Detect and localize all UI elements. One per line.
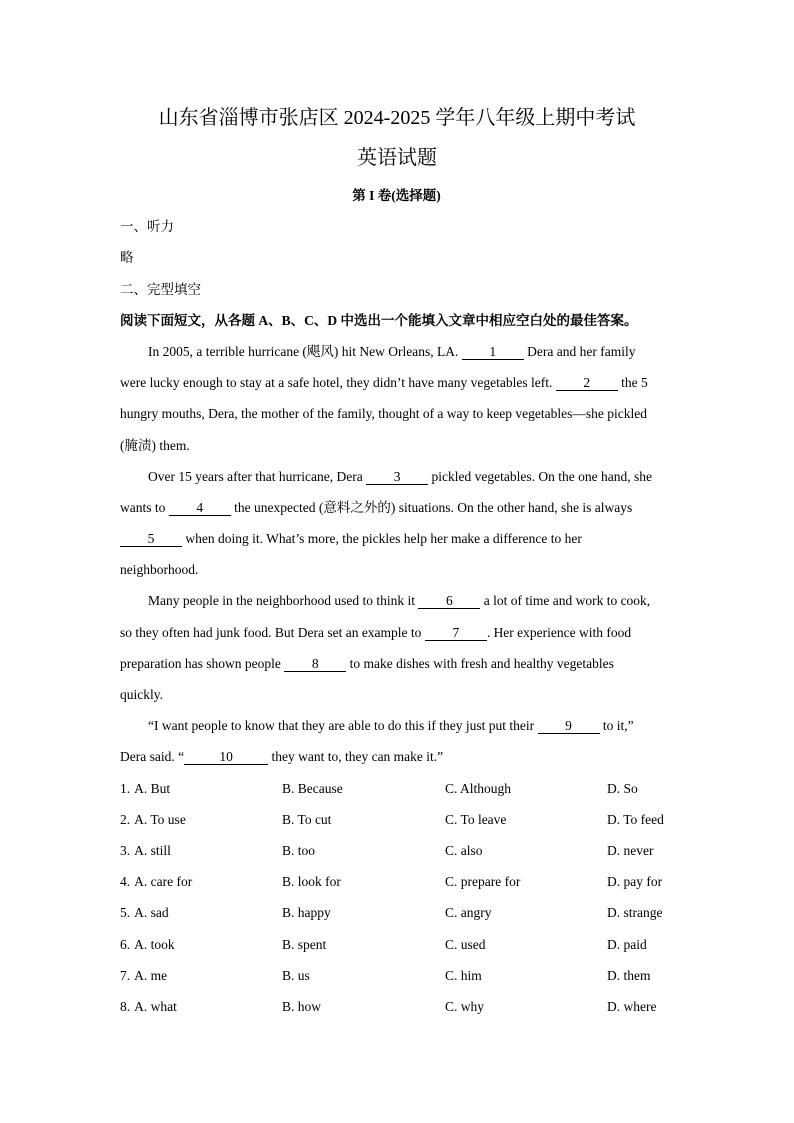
passage-paragraph-3 xyxy=(120,585,673,710)
passage-text: Many people in the neighborhood used to think it xyxy=(148,593,419,609)
question-number: 3. xyxy=(120,842,131,858)
option-b: B. happy xyxy=(282,905,331,921)
passage-line xyxy=(120,710,673,741)
passage-text: pickled vegetables. On the one hand, she xyxy=(428,468,652,484)
option-d: D. pay for xyxy=(607,874,663,890)
question-row xyxy=(120,991,673,1022)
option-d: D. strange xyxy=(607,905,663,921)
passage-text: to it,” xyxy=(599,718,634,734)
passage-line: neighborhood. xyxy=(120,562,199,578)
option-a-text: A. sad xyxy=(134,905,169,921)
passage-text: when doing it. What’s more, the pickles help her make a difference to her xyxy=(182,531,582,547)
option-b: B. Because xyxy=(282,780,343,796)
question-row xyxy=(120,773,673,804)
option-a-text: A. what xyxy=(134,998,177,1014)
option-a xyxy=(120,866,282,897)
passage-text: the 5 xyxy=(617,375,648,391)
blank-4: 4 xyxy=(169,501,231,516)
option-d: D. To feed xyxy=(607,811,664,827)
passage-line: (腌渍) them. xyxy=(120,437,190,453)
passage-line xyxy=(120,741,673,772)
question-number: 1. xyxy=(120,780,131,796)
passage-text: Dera and her family xyxy=(523,343,636,359)
question-number: 7. xyxy=(120,967,131,983)
blank-7: 7 xyxy=(425,626,487,641)
passage-line xyxy=(120,523,673,554)
option-c: C. Although xyxy=(445,780,512,796)
option-a xyxy=(120,929,282,960)
option-b: B. how xyxy=(282,998,322,1014)
option-b: B. To cut xyxy=(282,811,332,827)
option-c: C. To leave xyxy=(445,811,507,827)
passage-text: a lot of time and work to cook, xyxy=(480,593,651,609)
passage-text: the unexpected (意料之外的) situations. On the other hand, she is always xyxy=(230,499,633,515)
listening-heading: 一、听力 xyxy=(120,219,174,235)
option-d: D. never xyxy=(607,842,654,858)
passage-text: preparation has shown people xyxy=(120,655,285,671)
listening-note: 略 xyxy=(120,250,134,266)
passage-line xyxy=(120,585,673,616)
cloze-heading: 二、完型填空 xyxy=(120,281,201,297)
option-b: B. spent xyxy=(282,936,327,952)
exam-body xyxy=(120,180,673,1022)
passage-line xyxy=(120,461,673,492)
option-a-text: A. still xyxy=(134,842,171,858)
question-number: 8. xyxy=(120,998,131,1014)
option-a-text: A. But xyxy=(134,780,171,796)
option-b: B. look for xyxy=(282,874,341,890)
option-a xyxy=(120,804,282,835)
question-row xyxy=(120,960,673,991)
passage-paragraph-2 xyxy=(120,461,673,586)
exam-title: 山东省淄博市张店区 2024-2025 学年八年级上期中考试 xyxy=(158,107,636,129)
question-number: 4. xyxy=(120,874,131,890)
passage-text: so they often had junk food. But Dera set an example to xyxy=(120,624,425,640)
question-row xyxy=(120,897,673,928)
question-list xyxy=(120,773,673,1023)
option-a xyxy=(120,991,282,1022)
blank-3: 3 xyxy=(366,470,428,485)
option-b: B. us xyxy=(282,967,310,983)
passage-line xyxy=(120,617,673,648)
option-b: B. too xyxy=(282,842,316,858)
option-a-text: A. care for xyxy=(134,874,193,890)
option-a xyxy=(120,773,282,804)
cloze-instruction: 阅读下面短文，从各题 A、B、C、D 中选出一个能填入文章中相应空白处的最佳答案。 xyxy=(120,312,638,328)
passage-text: “I want people to know that they are able to do this if they just put their xyxy=(148,718,538,734)
question-row xyxy=(120,866,673,897)
header xyxy=(0,98,794,178)
passage-text: they want to, they can make it.” xyxy=(268,749,444,765)
passage-line: hungry mouths, Dera, the mother of the family, thought of a way to keep vegetables—she pickled xyxy=(120,406,647,422)
passage-paragraph-4 xyxy=(120,710,673,772)
option-c: C. angry xyxy=(445,905,492,921)
passage-text: wants to xyxy=(120,499,169,515)
question-row xyxy=(120,804,673,835)
option-a-text: A. me xyxy=(134,967,168,983)
passage-line xyxy=(120,648,673,679)
option-a-text: A. To use xyxy=(134,811,186,827)
option-c: C. why xyxy=(445,998,485,1014)
blank-5: 5 xyxy=(120,532,182,547)
option-a-text: A. took xyxy=(134,936,175,952)
option-d: D. them xyxy=(607,967,651,983)
passage-paragraph-1 xyxy=(120,336,673,461)
option-a xyxy=(120,897,282,928)
question-number: 2. xyxy=(120,811,131,827)
passage-text: Dera said. “ xyxy=(120,749,185,765)
option-c: C. prepare for xyxy=(445,874,521,890)
passage-text: . Her experience with food xyxy=(486,624,632,640)
passage-text: In 2005, a terrible hurricane (飓风) hit New Orleans, LA. xyxy=(148,343,462,359)
volume-label: 第 I 卷(选择题) xyxy=(352,188,441,203)
option-c: C. used xyxy=(445,936,486,952)
blank-10: 10 xyxy=(184,750,268,765)
passage-text: Over 15 years after that hurricane, Dera xyxy=(148,468,367,484)
passage-text: to make dishes with fresh and healthy vegetables xyxy=(346,655,614,671)
option-a xyxy=(120,835,282,866)
passage-line xyxy=(120,492,673,523)
question-number: 6. xyxy=(120,936,131,952)
blank-8: 8 xyxy=(284,657,346,672)
exam-subtitle: 英语试题 xyxy=(357,147,437,169)
option-c: C. also xyxy=(445,842,483,858)
passage-line xyxy=(120,367,673,398)
option-a xyxy=(120,960,282,991)
passage-line xyxy=(120,336,673,367)
passage-text: were lucky enough to stay at a safe hotel, they didn’t have many vegetables left. xyxy=(120,375,556,391)
question-number: 5. xyxy=(120,905,131,921)
option-c: C. him xyxy=(445,967,482,983)
passage-line: quickly. xyxy=(120,687,163,702)
option-d: D. So xyxy=(607,780,638,796)
option-d: D. paid xyxy=(607,936,647,952)
question-row xyxy=(120,835,673,866)
blank-6: 6 xyxy=(418,594,480,609)
option-d: D. where xyxy=(607,998,657,1014)
blank-9: 9 xyxy=(538,719,600,734)
blank-2: 2 xyxy=(556,376,618,391)
question-row xyxy=(120,929,673,960)
blank-1: 1 xyxy=(462,345,524,360)
